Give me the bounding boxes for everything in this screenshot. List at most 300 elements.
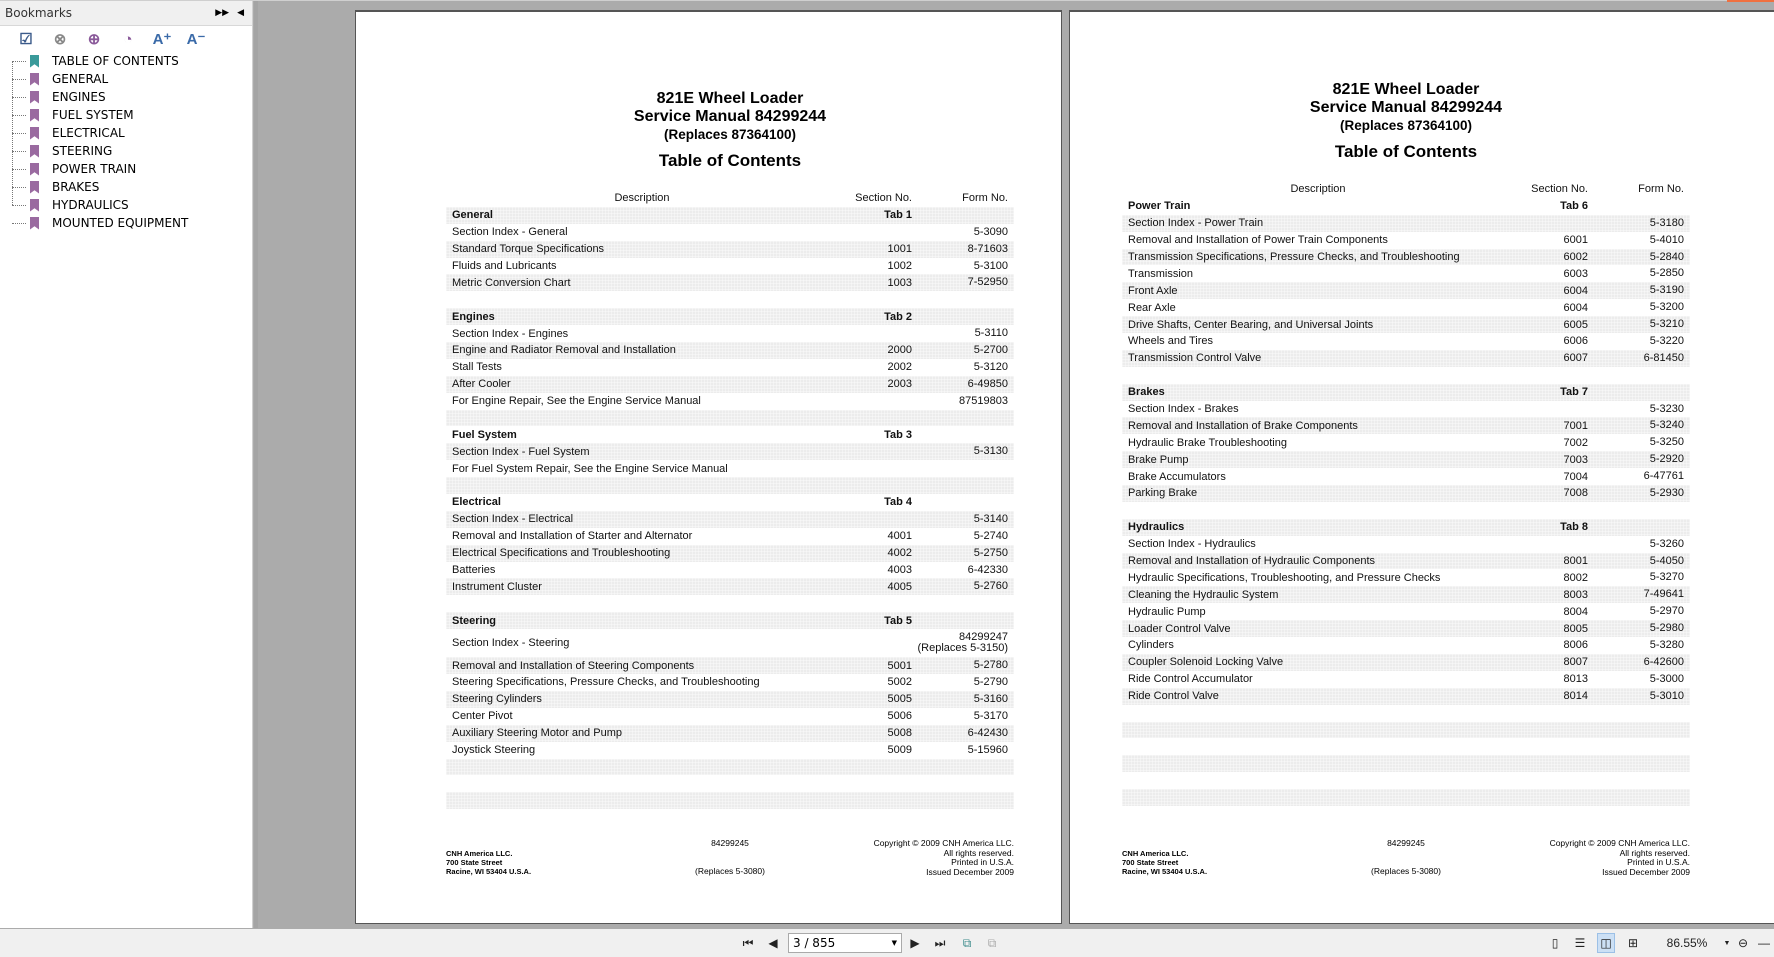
tree-connector [12,169,26,170]
tree-connector [12,61,26,62]
footer-printed: Printed in U.S.A. [1627,857,1690,867]
blank-row [446,759,1014,776]
row-section-number: Tab 5 [884,614,912,627]
row-form-number [1588,252,1684,263]
table-row[interactable] [1122,654,1690,671]
pdf-page-right [1069,10,1774,924]
row-section-number: 5002 [887,676,912,689]
form-number: 5-3010 [1649,689,1684,702]
table-row[interactable] [1122,569,1690,586]
column-header-description: Description [614,192,670,205]
row-form-number [912,362,1008,373]
tree-connector [12,115,26,116]
row-form-number [912,531,1008,542]
row-form-number [1588,572,1684,583]
table-row[interactable] [1122,249,1690,266]
bookmark-label: POWER TRAIN [52,162,137,176]
table-row[interactable] [446,376,1014,393]
row-section-number: Tab 8 [1560,521,1588,534]
row-section-number: 6002 [1563,251,1588,263]
bookmark-icon [30,217,39,230]
table-row[interactable] [1122,265,1690,282]
row-section-number: 1001 [887,243,912,256]
form-number: 5-3110 [974,327,1008,340]
row-description: Cylinders [1128,639,1174,652]
table-row[interactable] [446,443,1014,460]
form-number: 84299247 [959,631,1008,644]
table-row[interactable] [1122,401,1690,418]
row-section-number: 7004 [1563,470,1588,483]
row-description: Electrical Specifications and Troubleshooting [452,547,671,560]
table-row[interactable] [446,528,1014,545]
footer-replaces: (Replaces 5-3080) [695,866,765,876]
table-row[interactable] [446,657,1014,674]
footer-form-number: 84299245 [1387,838,1425,848]
row-section-number: Tab 1 [884,209,912,222]
form-number: 5-3180 [1649,216,1684,229]
footer-issued: Issued December 2009 [1602,866,1690,877]
table-row[interactable] [446,325,1014,342]
bookmark-icon [30,91,39,104]
first-page-icon[interactable]: ⏮ [742,935,754,950]
blank-row [1122,722,1690,739]
row-form-number [912,565,1008,576]
form-number: 5-2760 [973,580,1008,593]
row-form-number [1588,623,1684,634]
row-description: Brake Accumulators [1128,470,1226,483]
form-number: 87519803 [959,394,1008,407]
row-form-number [1588,420,1684,431]
row-description: Front Axle [1128,284,1178,297]
footer-form-number: 84299245 [711,838,749,848]
row-section-number: 6004 [1563,301,1588,314]
table-row[interactable] [1122,536,1690,553]
form-number: 5-2970 [1649,605,1684,618]
bookmark-item[interactable] [12,88,252,106]
form-number: 5-2930 [1649,486,1684,499]
table-row[interactable] [1122,333,1690,350]
table-row[interactable] [446,224,1014,241]
row-form-number [1588,539,1684,550]
form-number: 5-2850 [1649,267,1684,280]
previous-view-icon[interactable]: ⧉ [962,935,972,950]
blank-row [446,477,1014,494]
blank-row [1122,772,1690,789]
row-form-number [1588,268,1684,279]
row-description: Power Train [1128,200,1191,213]
add-bookmark-icon[interactable]: ⊕ [87,31,101,48]
table-row[interactable] [1122,215,1690,232]
row-description: For Fuel System Repair, See the Engine Service Manual [452,462,728,475]
bookmark-label: STEERING [52,144,113,158]
row-form-number [912,677,1008,688]
blank-row [1122,738,1690,755]
section-heading-row[interactable] [1122,198,1690,215]
row-description: Center Pivot [452,710,513,723]
bookmark-icon [30,199,39,212]
row-form-number [1588,302,1684,313]
row-description: Hydraulic Brake Troubleshooting [1128,436,1287,449]
table-row[interactable] [1122,553,1690,570]
section-heading-row[interactable] [446,308,1014,325]
row-description: Removal and Installation of Steering Components [452,659,695,672]
row-section-number: 6003 [1563,267,1588,280]
row-description: Coupler Solenoid Locking Valve [1128,656,1284,669]
tree-connector [12,133,26,134]
bookmark-item[interactable] [12,70,252,88]
form-number: 5-3230 [1649,402,1684,415]
row-form-number [1588,235,1684,246]
table-row[interactable] [1122,232,1690,249]
form-number: 5-2780 [973,659,1008,672]
table-row[interactable] [446,460,1014,477]
row-section-number: 8004 [1563,605,1588,618]
row-description: Brakes [1128,386,1165,399]
bookmarks-header [0,1,252,26]
footer-issued: Issued December 2009 [926,866,1014,877]
address-company: CNH America LLC. [446,849,513,858]
row-form-number [1588,336,1684,347]
row-section-number: 5001 [887,659,912,672]
blank-row [446,291,1014,308]
bookmark-item[interactable] [12,106,252,124]
row-form-number [912,396,1008,407]
row-description: Fluids and Lubricants [452,260,557,272]
row-form-number [1588,285,1684,296]
font-increase-icon[interactable]: A⁺ [152,31,172,48]
form-number: 5-3260 [1649,537,1684,550]
section-heading-row[interactable] [446,426,1014,443]
row-description: Removal and Installation of Power Train Components [1128,234,1388,247]
blank-row [446,792,1014,809]
section-heading-row[interactable] [1122,384,1690,401]
bookmark-item[interactable] [12,214,252,232]
row-description: Section Index - Engines [452,327,569,340]
row-section-number: 5005 [887,693,912,706]
table-row[interactable] [1122,316,1690,333]
zoom-level[interactable]: 86.55% [1666,936,1708,950]
row-form-number [912,328,1008,339]
expand-panel-icon[interactable]: ▶▶ [215,8,230,18]
table-row[interactable] [1122,451,1690,468]
bookmark-icon [30,109,39,122]
table-row[interactable] [1122,637,1690,654]
bookmark-icon [30,145,39,158]
table-row[interactable] [446,725,1014,742]
row-section-number: 6004 [1563,284,1588,297]
tree-connector [12,205,26,206]
tree-connector [12,187,26,188]
blank-row [1122,502,1690,519]
table-row[interactable] [446,241,1014,258]
row-section-number: 8007 [1563,656,1588,669]
row-description: Metric Conversion Chart [452,276,571,289]
pdf-page-left [355,10,1062,924]
table-row[interactable] [446,511,1014,528]
progress-accent [1727,0,1774,2]
footer-replaces: (Replaces 5-3080) [1371,866,1441,876]
row-section-number: Tab 2 [884,310,912,323]
bookmark-item[interactable] [12,124,252,142]
blank-row [1122,367,1690,384]
row-form-number [912,581,1008,592]
row-description: Fuel System [452,428,517,441]
blank-row [1122,789,1690,806]
bookmark-label: ELECTRICAL [52,126,125,140]
bookmark-icon [30,163,39,176]
row-section-number: 8003 [1563,588,1588,601]
row-section-number: 8013 [1563,673,1588,686]
expand-options-icon[interactable]: ☑ [19,31,33,48]
row-description: Transmission Specifications, Pressure Checks, and Troubleshooting [1128,251,1460,263]
last-page-icon[interactable]: ⏭ [934,935,946,950]
font-decrease-icon[interactable]: A⁻ [186,31,206,48]
row-description: Section Index - Power Train [1128,217,1264,230]
form-number: 7-49641 [1643,588,1684,601]
row-form-number [912,694,1008,705]
row-description: Wheels and Tires [1128,335,1213,348]
table-row[interactable] [1122,688,1690,705]
row-description: Standard Torque Specifications [452,243,605,256]
row-section-number: 7002 [1563,436,1588,449]
row-description: Hydraulic Pump [1128,605,1206,618]
previous-page-icon[interactable]: ◀ [768,936,778,950]
row-section-number: 2002 [887,361,912,374]
manual-number: Service Manual 84299244 [1309,99,1503,116]
zoom-slider[interactable]: — [1758,936,1770,950]
table-row[interactable] [1122,620,1690,637]
blank-row [446,775,1014,792]
row-form-number [912,660,1008,671]
table-row[interactable] [446,674,1014,691]
row-description: Auxiliary Steering Motor and Pump [452,727,622,740]
row-description: Removal and Installation of Brake Components [1128,419,1358,432]
table-row[interactable] [446,691,1014,708]
form-number: 5-15960 [967,743,1008,756]
continuous-facing-view-icon[interactable]: ⊞ [1627,936,1639,950]
facing-view-icon[interactable]: ◫ [1597,933,1615,953]
row-form-number [912,261,1008,272]
row-description: Section Index - Hydraulics [1128,538,1256,551]
form-number: 5-3160 [973,692,1008,705]
bookmark-label: TABLE OF CONTENTS [52,54,179,68]
table-row[interactable] [446,578,1014,595]
row-description: Transmission [1128,267,1193,280]
column-header-description: Description [1290,183,1346,196]
row-description: Steering Cylinders [452,693,542,706]
form-number: 5-2700 [973,343,1008,356]
bookmark-item[interactable] [12,178,252,196]
row-section-number: Tab 6 [1560,200,1588,213]
row-form-number [912,548,1008,559]
bookmark-label: ENGINES [52,90,106,104]
form-number: 5-3000 [1649,672,1684,685]
section-heading-row[interactable] [446,494,1014,511]
address-city: Racine, WI 53404 U.S.A. [1122,867,1208,876]
form-number: 5-3210 [1649,318,1684,331]
form-number: 5-3220 [1649,334,1684,347]
form-number: 6-42600 [1643,655,1684,668]
toc-table [446,190,1014,809]
row-form-number [1588,454,1684,465]
row-description: Cleaning the Hydraulic System [1128,588,1279,601]
section-heading-row[interactable] [446,207,1014,224]
single-page-view-icon[interactable]: ▯ [1551,936,1559,950]
form-number: 5-3200 [1649,301,1684,314]
row-section-number: 2000 [887,344,912,357]
form-number: 5-2750 [973,546,1008,559]
next-page-icon[interactable]: ▶ [910,936,920,950]
bookmark-icon [30,181,39,194]
row-section-number: 4002 [887,547,912,560]
table-row[interactable] [446,545,1014,562]
row-description: Ride Control Valve [1128,690,1219,703]
table-row[interactable] [1122,417,1690,434]
table-row[interactable] [446,258,1014,275]
row-section-number: 7008 [1563,487,1588,500]
row-section-number: 8006 [1563,639,1588,652]
row-form-number [1588,691,1684,702]
replaces-note: (Replaces 87364100) [663,127,797,142]
address-street: 700 State Street [1122,858,1179,867]
form-number: 5-3190 [1649,284,1684,297]
bookmarks-title: Bookmarks [5,6,73,20]
table-row[interactable] [1122,282,1690,299]
row-description: After Cooler [452,378,511,391]
replaces-note: (Replaces 87364100) [1339,118,1473,133]
document-title: 821E Wheel Loader [1332,81,1480,98]
table-row[interactable] [1122,434,1690,451]
continuous-view-icon[interactable]: ☰ [1574,936,1586,950]
table-row[interactable] [1122,468,1690,485]
page-title-block [446,90,1014,171]
page-number-input[interactable] [788,933,902,953]
footer-copyright: Copyright © 2009 CNH America LLC. [1549,838,1690,848]
row-form-number [1588,640,1684,651]
table-row[interactable] [1122,299,1690,316]
table-row[interactable] [446,742,1014,759]
table-row[interactable] [1122,586,1690,603]
table-row[interactable] [446,359,1014,376]
row-description: Brake Pump [1128,453,1189,466]
address-city: Racine, WI 53404 U.S.A. [446,867,532,876]
table-row[interactable] [446,393,1014,410]
form-number: 8-71603 [967,242,1008,255]
footer-rights: All rights reserved. [943,847,1014,858]
row-form-number [912,379,1008,390]
delete-bookmark-icon[interactable]: ⊗ [53,31,67,48]
navigation-bar [0,929,1774,957]
row-form-number [1588,437,1684,448]
bookmark-item[interactable] [12,142,252,160]
form-number: 5-3090 [973,225,1008,238]
row-section-number: 4005 [887,580,912,593]
footer-rights: All rights reserved. [1619,847,1690,858]
row-description: Ride Control Accumulator [1128,673,1253,686]
zoom-out-icon[interactable]: ⊖ [1737,936,1749,950]
form-number: 5-3280 [1649,638,1684,651]
bookmark-item[interactable] [12,196,252,214]
copyright-block [874,839,1014,877]
row-description: Removal and Installation of Hydraulic Components [1128,555,1376,568]
section-heading-row[interactable] [1122,519,1690,536]
row-section-number: 5009 [887,744,912,757]
bookmark-item[interactable] [12,160,252,178]
column-header-section: Section No. [1531,183,1588,196]
row-form-number [912,345,1008,356]
tree-connector [12,223,26,224]
form-number: 6-49850 [967,377,1008,390]
tree-connector [12,97,26,98]
row-section-number: 4003 [887,564,912,577]
row-section-number: 6001 [1563,234,1588,247]
copyright-block [1550,839,1690,877]
row-section-number: 6005 [1563,318,1588,331]
zoom-dropdown-icon[interactable]: ▼ [1723,939,1731,947]
row-form-number [912,244,1008,255]
form-number: 5-2920 [1649,453,1684,466]
address-street: 700 State Street [446,858,503,867]
table-row[interactable] [446,562,1014,579]
row-form-number [1588,589,1684,600]
table-row[interactable] [446,629,1014,657]
row-description: Hydraulic Specifications, Troubleshooting, and Pressure Checks [1128,571,1441,584]
next-view-icon[interactable]: ⧉ [987,935,997,950]
row-section-number: 1003 [887,276,912,289]
panel-splitter[interactable] [254,1,258,928]
table-row[interactable] [1122,485,1690,502]
column-header-section: Section No. [855,192,912,205]
page-dropdown-icon[interactable]: ▼ [891,939,897,947]
row-section-number: 8014 [1563,690,1588,703]
row-form-number [912,277,1008,288]
row-description: Drive Shafts, Center Bearing, and Universal Joints [1128,318,1374,331]
row-section-number: 1002 [887,260,912,272]
form-number: 5-3170 [973,709,1008,722]
form-replaces: (Replaces 5-3150) [917,642,1008,655]
footer-copyright: Copyright © 2009 CNH America LLC. [873,838,1014,848]
table-row[interactable] [446,274,1014,291]
form-number: 5-3130 [973,445,1008,458]
row-section-number: 5008 [887,727,912,740]
row-form-number [1588,606,1684,617]
table-row[interactable] [1122,603,1690,620]
bookmark-item[interactable] [12,52,252,70]
blank-row [446,595,1014,612]
table-row[interactable] [1122,350,1690,367]
collapse-panel-icon[interactable]: ◀ [237,8,244,18]
bookmark-label: HYDRAULICS [52,198,129,212]
table-row[interactable] [446,342,1014,359]
row-form-number [1588,353,1684,364]
row-description: Section Index - General [452,226,568,239]
table-row[interactable] [1122,671,1690,688]
row-form-number [912,632,1008,654]
table-row[interactable] [446,708,1014,725]
row-description: General [452,209,493,222]
section-heading-row[interactable] [446,612,1014,629]
row-description: Section Index - Electrical [452,513,574,526]
form-number: 6-47761 [1643,470,1684,483]
goto-bookmark-icon[interactable]: ◔ [123,30,133,48]
row-form-number [1588,471,1684,482]
row-form-number [1588,556,1684,567]
row-description: Engines [452,310,495,323]
row-form-number [1588,657,1684,668]
page-number-value: 3 / 855 [793,936,836,950]
tree-connector [12,151,26,152]
form-number: 5-2790 [973,675,1008,688]
